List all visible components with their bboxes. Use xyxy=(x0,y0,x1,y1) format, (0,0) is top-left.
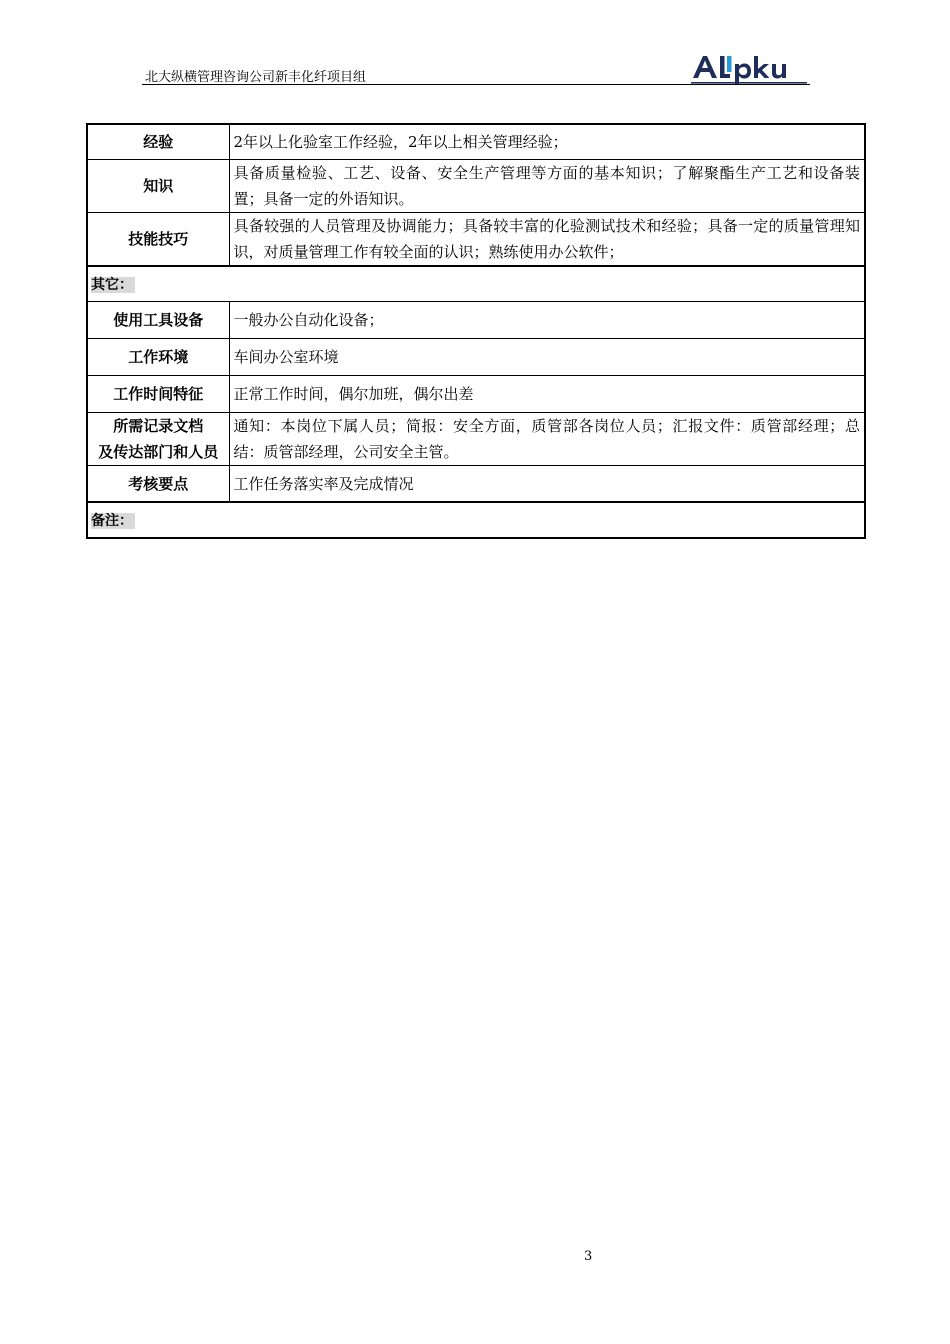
row-skills xyxy=(87,213,865,267)
row-value: 正常工作时间，偶尔加班，偶尔出差 xyxy=(229,376,865,413)
row-tools xyxy=(87,302,865,339)
row-label: 工作环境 xyxy=(87,339,229,376)
page-number: 3 xyxy=(584,1249,593,1264)
row-value: 车间办公室环境 xyxy=(229,339,865,376)
section-header xyxy=(87,266,865,302)
allpku-logo xyxy=(691,50,811,86)
section-notes xyxy=(87,502,865,538)
header-company-text: 北大纵横管理咨询公司新丰化纤项目组 xyxy=(145,70,367,85)
row-value: 通知：本岗位下属人员；简报：安全方面，质管部各岗位人员；汇报文件：质管部经理；总结：质管部经理，公司安全主管。 xyxy=(229,413,865,466)
row-label xyxy=(87,413,229,466)
row-label: 经验 xyxy=(87,124,229,160)
section-header xyxy=(87,502,865,538)
row-documents xyxy=(87,413,865,466)
row-work-time xyxy=(87,376,865,413)
row-value: 具备较强的人员管理及协调能力；具备较丰富的化验测试技术和经验；具备一定的质量管理知识，对质量管理工作有较全面的认识；熟练使用办公软件； xyxy=(229,213,865,267)
row-environment xyxy=(87,339,865,376)
row-label-line1: 所需记录文档 xyxy=(113,417,204,435)
section-label: 备注： xyxy=(91,513,133,529)
row-label: 考核要点 xyxy=(87,466,229,503)
row-label: 知识 xyxy=(87,160,229,213)
row-value: 工作任务落实率及完成情况 xyxy=(229,466,865,503)
row-value: 一般办公自动化设备； xyxy=(229,302,865,339)
section-label: 其它： xyxy=(91,277,133,293)
row-label-line2: 及传达部门和人员 xyxy=(98,443,219,461)
row-value: 2年以上化验室工作经验，2年以上相关管理经验； xyxy=(229,124,865,160)
job-description-table xyxy=(86,123,866,539)
row-label: 工作时间特征 xyxy=(87,376,229,413)
row-label: 技能技巧 xyxy=(87,213,229,267)
row-value: 具备质量检验、工艺、设备、安全生产管理等方面的基本知识；了解聚酯生产工艺和设备装置；具备一定的外语知识。 xyxy=(229,160,865,213)
row-knowledge xyxy=(87,160,865,213)
section-other xyxy=(87,266,865,302)
row-assessment xyxy=(87,466,865,503)
row-experience xyxy=(87,124,865,160)
row-label: 使用工具设备 xyxy=(87,302,229,339)
